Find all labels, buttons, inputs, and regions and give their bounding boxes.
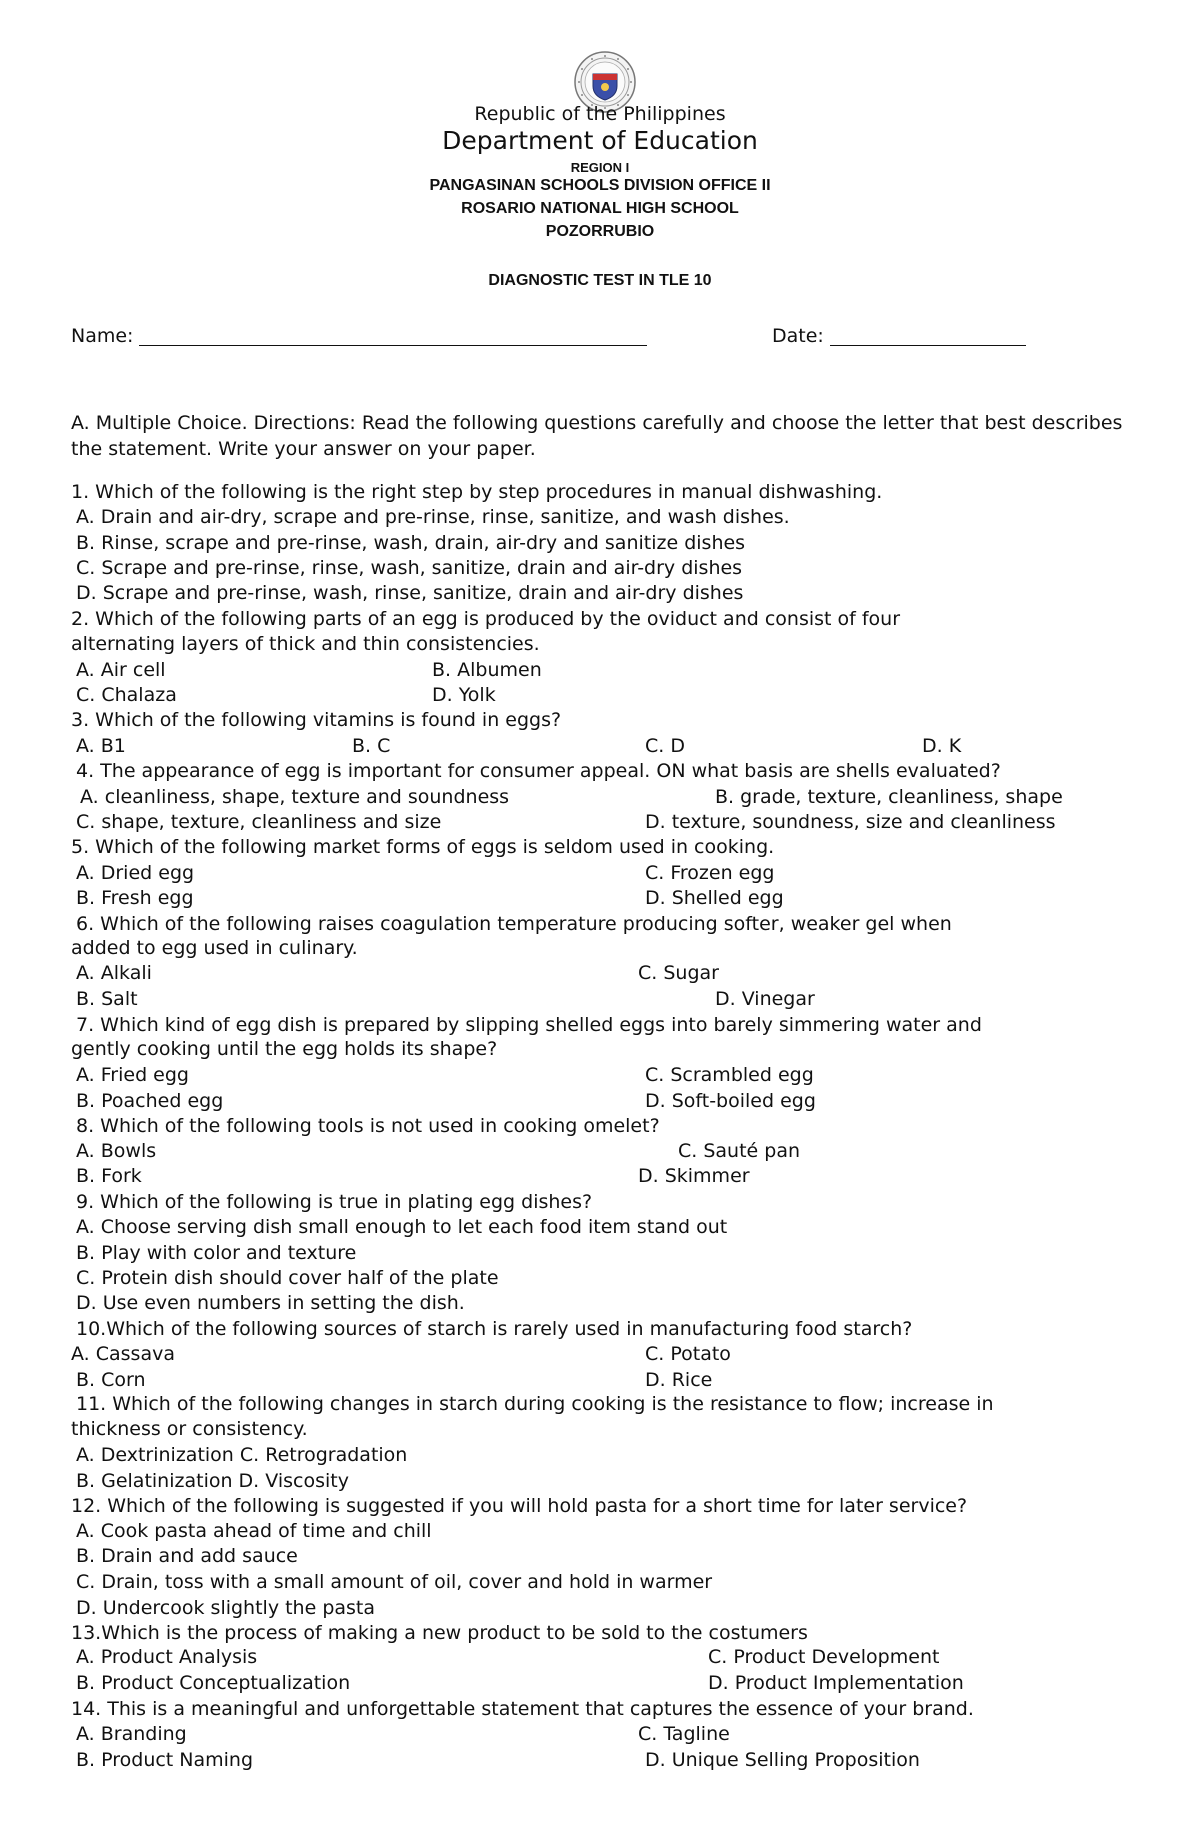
question-line: 6. Which of the following raises coagulation temperature producing softer, weaker gel when [76,913,952,935]
date-blank[interactable] [830,325,1026,346]
directions-text: A. Multiple Choice. Directions: Read the following questions carefully and choose the letter that best describes the statement. Write your answer on your paper. [71,412,1123,460]
choice-line: C. Frozen egg [645,862,775,884]
date-field [772,325,1026,347]
choice-line: A. Branding [76,1723,187,1745]
choice-line: B. Albumen [432,659,542,681]
choice-line: D. Yolk [432,684,496,706]
choice-line: C. Sugar [638,962,719,984]
choice-line: B. Salt [76,988,138,1010]
choice-line: C. Scrambled egg [645,1064,814,1086]
choice-line: B. Fork [76,1165,142,1187]
choice-line: C. Tagline [638,1723,730,1745]
choice-line: B. Play with color and texture [76,1242,357,1264]
choice-line: A. Fried egg [76,1064,189,1086]
choice-line: B. Drain and add sauce [76,1545,298,1567]
choice-line: B. Rinse, scrape and pre-rinse, wash, drain, air-dry and sanitize dishes [76,532,746,554]
choice-line: D. Unique Selling Proposition [645,1749,920,1771]
choice-line: B. Corn [76,1369,146,1391]
question-line: 10.Which of the following sources of starch is rarely used in manufacturing food starch? [76,1318,913,1340]
choice-line: C. Product Development [708,1646,940,1668]
question-line: 8. Which of the following tools is not used in cooking omelet? [76,1115,660,1137]
choice-line: C. D [645,735,685,757]
choice-line: A. B1 [76,735,126,757]
choice-line: A. Bowls [76,1140,157,1162]
question-line: 14. This is a meaningful and unforgettable statement that captures the essence of your brand. [71,1698,974,1720]
division-label: PANGASINAN SCHOOLS DIVISION OFFICE II [429,177,771,194]
date-label: Date: [772,325,824,347]
question-line: 12. Which of the following is suggested if you will hold pasta for a short time for later service? [71,1495,968,1517]
choice-line: A. Product Analysis [76,1646,258,1668]
choice-line: A. Alkali [76,962,152,984]
choice-line: B. Gelatinization D. Viscosity [76,1470,349,1492]
question-line: 11. Which of the following changes in starch during cooking is the resistance to flow; increase in [76,1393,994,1415]
question-line: thickness or consistency. [71,1418,308,1440]
choice-line: A. cleanliness, shape, texture and soundness [80,786,510,808]
question-line: 4. The appearance of egg is important for consumer appeal. ON what basis are shells evaluated? [76,760,1001,782]
choice-line: B. C [352,735,391,757]
choice-line: D. Vinegar [715,988,815,1010]
choice-line: D. Use even numbers in setting the dish. [76,1292,465,1314]
question-line: 5. Which of the following market forms of eggs is seldom used in cooking. [71,836,775,858]
choice-line: D. Rice [645,1369,713,1391]
question-line: 13.Which is the process of making a new product to be sold to the costumers [71,1622,808,1644]
choice-line: D. Product Implementation [708,1672,964,1694]
choice-line: D. Soft-boiled egg [645,1090,816,1112]
choice-line: B. Product Conceptualization [76,1672,351,1694]
choice-line: C. Drain, toss with a small amount of oil, cover and hold in warmer [76,1571,713,1593]
choice-line: C. Scrape and pre-rinse, rinse, wash, sanitize, drain and air-dry dishes [76,557,743,579]
department-title: Department of Education [442,126,758,155]
choice-line: C. shape, texture, cleanliness and size [76,811,442,833]
town-label: POZORRUBIO [545,223,655,240]
choice-line: B. Poached egg [76,1090,224,1112]
test-title: DIAGNOSTIC TEST IN TLE 10 [488,272,712,289]
question-line: 7. Which kind of egg dish is prepared by slipping shelled eggs into barely simmering water and [76,1014,982,1036]
choice-line: D. Scrape and pre-rinse, wash, rinse, sanitize, drain and air-dry dishes [76,582,744,604]
choice-line: C. Sauté pan [678,1140,801,1162]
question-line: 2. Which of the following parts of an egg is produced by the oviduct and consist of four [71,608,901,630]
republic-label: Republic of the Philippines [474,103,726,125]
question-line: 1. Which of the following is the right step by step procedures in manual dishwashing. [71,481,883,503]
choice-line: C. Chalaza [76,684,177,706]
name-blank[interactable] [139,325,647,346]
choice-line: A. Dried egg [76,862,195,884]
choice-line: A. Choose serving dish small enough to let each food item stand out [76,1216,728,1238]
choice-line: D. Undercook slightly the pasta [76,1597,376,1619]
question-line: added to egg used in culinary. [71,937,358,959]
choice-line: A. Cassava [71,1343,175,1365]
choice-line: D. Skimmer [638,1165,750,1187]
choice-line: D. texture, soundness, size and cleanliness [645,811,1056,833]
choice-line: A. Cook pasta ahead of time and chill [76,1520,432,1542]
choice-line: C. Potato [645,1343,731,1365]
choice-line: B. Fresh egg [76,887,194,909]
name-field [71,325,647,347]
choice-line: A. Drain and air-dry, scrape and pre-rinse, rinse, sanitize, and wash dishes. [76,506,790,528]
choice-line: B. grade, texture, cleanliness, shape [715,786,1063,808]
question-line: 3. Which of the following vitamins is found in eggs? [71,709,562,731]
choice-line: B. Product Naming [76,1749,254,1771]
question-line: 9. Which of the following is true in plating egg dishes? [76,1191,593,1213]
question-line: gently cooking until the egg holds its shape? [71,1038,498,1060]
region-label: REGION I [570,160,630,175]
choice-line: A. Dextrinization C. Retrogradation [76,1444,408,1466]
school-label: ROSARIO NATIONAL HIGH SCHOOL [461,200,739,217]
choice-line: C. Protein dish should cover half of the plate [76,1267,499,1289]
name-label: Name: [71,325,134,347]
choice-line: D. Shelled egg [645,887,784,909]
choice-line: D. K [922,735,962,757]
question-line: alternating layers of thick and thin consistencies. [71,633,540,655]
choice-line: A. Air cell [76,659,166,681]
